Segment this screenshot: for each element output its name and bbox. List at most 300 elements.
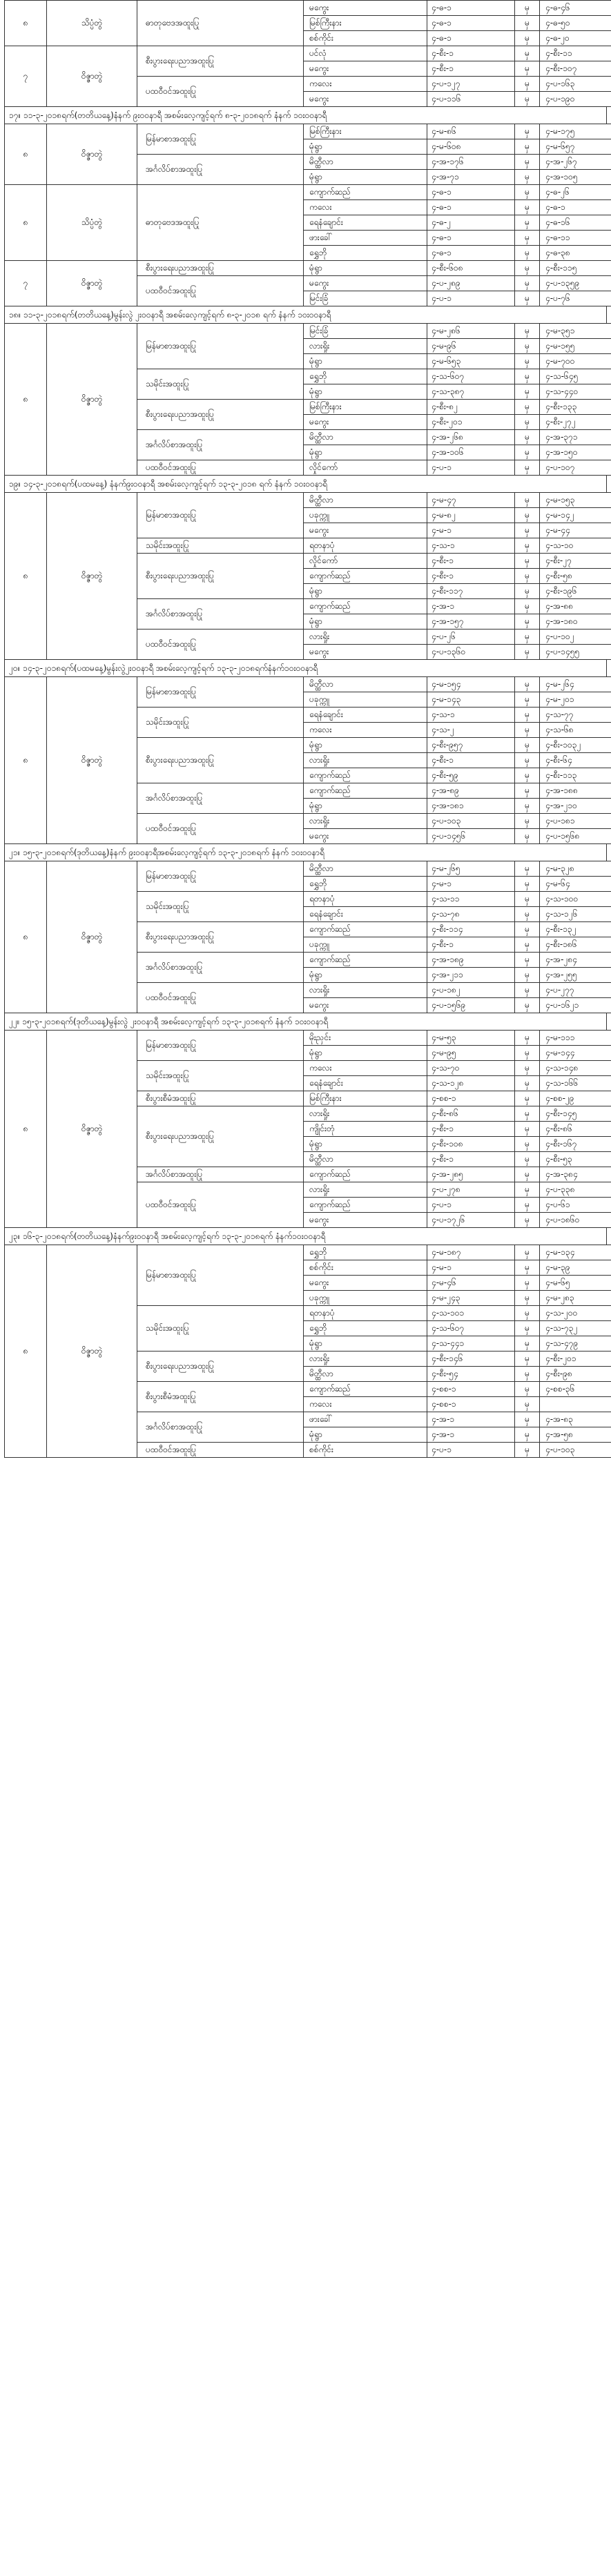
center-name: လားရှိုး [304, 1106, 427, 1122]
roll-from: ၄-စီး-၁၁၇ [427, 584, 515, 599]
roll-to: ၄-စီး-၁၁ [540, 46, 611, 61]
roll-from: ၄-ဓ-၁ [427, 246, 515, 261]
center-name: ကျောက်ဆည် [304, 185, 427, 200]
center-name: လားရှိုး [304, 753, 427, 768]
subject-name: စီးပွားရေးပညာအထူးပြု [137, 738, 304, 783]
roll-to: ၄-အ-၂၆၇ [540, 155, 611, 170]
stream-name: သိပ္ပံတွဲ [47, 185, 137, 261]
group-number: ၇ [5, 261, 47, 306]
to-word: မှ [515, 215, 540, 231]
roll-to: ၄-အ-၁၈၀ [540, 614, 611, 630]
subject-name: သမိုင်းအထူးပြု [137, 1306, 304, 1352]
to-word: မှ [515, 1091, 540, 1106]
group-number: ၈ [5, 677, 47, 844]
to-word: မှ [515, 753, 540, 768]
center-name: မိုးညှင်း [304, 1031, 427, 1046]
center-name: မြင်းခြံ [304, 324, 427, 339]
subject-name: အင်္ဂလိပ်စာအထူးပြု [137, 430, 304, 460]
roll-from: ၄-စီး-၁ [427, 46, 515, 61]
to-word: မှ [515, 339, 540, 354]
roll-to: ၄-သ-၇၇ [540, 708, 611, 723]
roll-from: ၄-အ-၂၁၁ [427, 968, 515, 983]
roll-from: ၄-မ-၁ [427, 523, 515, 538]
roll-from: ၄-ဓ-၂ [427, 215, 515, 231]
center-name: ကျောက်ဆည် [304, 1382, 427, 1397]
to-word: မှ [515, 415, 540, 430]
center-name: မုံရွာ [304, 261, 427, 276]
roll-from: ၄-အ-၂၆၈ [427, 430, 515, 445]
roll-to: ၄-သ-၂၀၀ [540, 1306, 611, 1321]
roll-from: ၄-ဓ-၁ [427, 185, 515, 200]
center-name: ရေနံချောင်း [304, 1076, 427, 1091]
subject-name: စီးပွားရေးပညာအထူးပြု [137, 261, 304, 276]
subject-name: အင်္ဂလိပ်စာအထူးပြု [137, 1412, 304, 1443]
roll-to: ၄-စီး-၁၃၂ [540, 922, 611, 937]
to-word: မှ [515, 1, 540, 16]
schedule-section-table [4, 492, 611, 660]
roll-from: ၄-စီး-၅၉ [427, 768, 515, 783]
center-name: လှိုင်ကော် [304, 460, 427, 476]
roll-to: ၄-မ-၁၇၅ [540, 124, 611, 139]
to-word: မှ [515, 1152, 540, 1167]
to-word: မှ [515, 1291, 540, 1306]
roll-to: ၄-ပ-၁၀၂ [540, 630, 611, 645]
roll-from: ၄-သ-၆၀၇ [427, 1321, 515, 1336]
to-word: မှ [515, 493, 540, 508]
subject-name: ပထဝီဝင်အထူးပြု [137, 1182, 304, 1228]
center-name: ဖားခေါ် [304, 231, 427, 246]
schedule-row [5, 261, 611, 276]
roll-from: ၄-မ-၈၂ [427, 508, 515, 523]
roll-from: ၄-မ-၁၄၃ [427, 692, 515, 708]
to-word: မှ [515, 1443, 540, 1458]
session-banner: ၂၂။ ၁၅-၃-၂၀၁၈ရက်(ဒုတိယနေ့)မွန်းလွဲ ၂း၀၀နာရီ အစမ်းလေ့ကျင့်ရက် ၁၃-၃-၂၀၁၈ရက် နံနက် ၁၀း၀၀နာရီ [4, 1013, 607, 1030]
center-name: ရွှေဘို [304, 1321, 427, 1336]
roll-from: ၄-ပ-၁၃၆၀ [427, 645, 515, 660]
center-name: ကျိုင်းတုံ [304, 1122, 427, 1137]
roll-from: ၄-ပ-၁၀၃ [427, 814, 515, 829]
roll-to: ၄-ဓ-၁၆ [540, 215, 611, 231]
roll-to: ၄-သ-၁၀၀ [540, 892, 611, 907]
subject-name: သမိုင်းအထူးပြု [137, 369, 304, 400]
to-word: မှ [515, 1336, 540, 1352]
subject-name: အင်္ဂလိပ်စာအထူးပြု [137, 599, 304, 630]
roll-to: ၄-ပ-၁၀၃ [540, 1443, 611, 1458]
roll-from: ၄-စီး-၁ [427, 569, 515, 584]
to-word: မှ [515, 430, 540, 445]
roll-from: ၄-ပ-၁၄၅၆ [427, 829, 515, 844]
center-name: ကလေး [304, 723, 427, 738]
roll-to: ၄-ပ-၁၃၅၉ [540, 276, 611, 291]
to-word: မှ [515, 584, 540, 599]
session-banner: ၁၈။ ၁၁-၃-၂၀၁၈ရက်(တတိယနေ့)မွန်းလွဲ ၂း၀၀နာရီ အစမ်းလေ့ကျင့်ရက် ၈-၃-၂၀၁၈ ရက် နံနက် ၁၀း၀၀နာရီ [4, 306, 607, 323]
stream-name: ဝိဇ္ဇာတွဲ [47, 1031, 137, 1228]
stream-name: ဝိဇ္ဇာတွဲ [47, 261, 137, 306]
center-name: ကျောက်ဆည် [304, 953, 427, 968]
to-word: မှ [515, 508, 540, 523]
roll-from: ၄-အ-၁ [427, 599, 515, 614]
to-word: မှ [515, 599, 540, 614]
to-word: မှ [515, 569, 540, 584]
center-name: မိတ္ထီလာ [304, 861, 427, 877]
center-name: မကွေး [304, 645, 427, 660]
to-word: မှ [515, 369, 540, 384]
roll-to: ၄-ပ-၁၄၅၅ [540, 645, 611, 660]
group-number: ၈ [5, 1245, 47, 1458]
schedule-row [5, 46, 611, 61]
center-name: ရွှေဘို [304, 369, 427, 384]
to-word: မှ [515, 1137, 540, 1152]
to-word: မှ [515, 692, 540, 708]
center-name: ဖားခေါ် [304, 1412, 427, 1427]
schedule-section-table [4, 1030, 611, 1228]
roll-from: ၄-စီး-၁ [427, 1152, 515, 1167]
to-word: မှ [515, 677, 540, 692]
to-word: မှ [515, 400, 540, 415]
schedule-row [5, 124, 611, 139]
to-word: မှ [515, 200, 540, 215]
center-name: မုံရွာ [304, 738, 427, 753]
schedule-row [5, 1031, 611, 1046]
center-name: မုံရွာ [304, 1427, 427, 1443]
roll-from: ၄-သ-၆၀၇ [427, 369, 515, 384]
roll-to: ၄-ဓ-၁ [540, 200, 611, 215]
to-word: မှ [515, 1427, 540, 1443]
center-name: မုံရွာ [304, 1137, 427, 1152]
to-word: မှ [515, 998, 540, 1013]
center-name: ရေနံချောင်း [304, 708, 427, 723]
center-name: လားရှိုး [304, 630, 427, 645]
roll-to: ၄-မ-၃၅၁ [540, 324, 611, 339]
roll-to: ၄-ပ-၁၆၂၁ [540, 998, 611, 1013]
subject-name: မြန်မာစာအထူးပြု [137, 1245, 304, 1306]
roll-from: ၄-ပ-၁၁၆ [427, 92, 515, 107]
roll-to: ၄-စီး-၂၇ [540, 554, 611, 569]
roll-to: ၄-မ-၆၅၇ [540, 139, 611, 155]
roll-from: ၄-မ-၁ [427, 877, 515, 892]
roll-from: ၄-အ-၁၈၉ [427, 953, 515, 968]
to-word: မှ [515, 1412, 540, 1427]
group-number: ၈ [5, 1031, 47, 1228]
to-word: မှ [515, 139, 540, 155]
center-name: ပခုက္ကူ [304, 937, 427, 953]
to-word: မှ [515, 16, 540, 31]
to-word: မှ [515, 922, 540, 937]
to-word: မှ [515, 354, 540, 369]
roll-from: ၄-မ-၉၅ [427, 1046, 515, 1061]
to-word: မှ [515, 1213, 540, 1228]
center-name: မိတ္ထီလာ [304, 1152, 427, 1167]
schedule-section-table [4, 0, 611, 107]
to-word: မှ [515, 968, 540, 983]
to-word: မှ [515, 645, 540, 660]
roll-from: ၄-သ-၁ [427, 538, 515, 554]
center-name: မကွေး [304, 61, 427, 77]
roll-to: ၄-ပ-၆၁ [540, 1198, 611, 1213]
roll-from: ၄-စီး-၁ [427, 61, 515, 77]
to-word: မှ [515, 384, 540, 400]
roll-from: ၄-မ-၆၅၃ [427, 354, 515, 369]
roll-to: ၄-ဓ-၄၆ [540, 1, 611, 16]
roll-to: ၄-မ-၄၄ [540, 523, 611, 538]
subject-name: ပထဝီဝင်အထူးပြု [137, 1443, 304, 1458]
to-word: မှ [515, 630, 540, 645]
roll-to: ၄-စီး-၅၃ [540, 1152, 611, 1167]
to-word: မှ [515, 1198, 540, 1213]
session-banner: ၁၇။ ၁၁-၃-၂၀၁၈ရက်(တတိယနေ့)နံနက် ၉း၀၀နာရီ အစမ်းလေ့ကျင့်ရက် ၈-၃-၂၀၁၈ရက် နံနက် ၁၀း၀၀နာရီ [4, 107, 607, 124]
center-name: မိတ္ထီလာ [304, 677, 427, 692]
subject-name: အင်္ဂလိပ်စာအထူးပြု [137, 1167, 304, 1182]
roll-to: ၄-စီး-၂၀၁ [540, 1352, 611, 1367]
to-word: မှ [515, 460, 540, 476]
to-word: မှ [515, 276, 540, 291]
roll-to: ၄-အ-၂၈၄ [540, 953, 611, 968]
to-word: မှ [515, 185, 540, 200]
to-word: မှ [515, 799, 540, 814]
roll-from: ၄-သ-၁ [427, 708, 515, 723]
roll-from: ၄-အ-၁၇၆ [427, 155, 515, 170]
to-word: မှ [515, 246, 540, 261]
roll-from: ၄-အ-၁၈၁ [427, 799, 515, 814]
roll-from: ၄-စီး-၈၂ [427, 400, 515, 415]
center-name: မိတ္ထီလာ [304, 493, 427, 508]
roll-from: ၄-ပ-၁၈၂ [427, 983, 515, 998]
roll-to: ၄-မ-၁၄၂ [540, 508, 611, 523]
roll-from: ၄-မ-၁၈၇ [427, 1245, 515, 1260]
roll-to: ၄-စီး-၁၀၇ [540, 61, 611, 77]
center-name: လားရှိုး [304, 1182, 427, 1198]
to-word: မှ [515, 738, 540, 753]
roll-to: ၄-အ-၃၇၁ [540, 430, 611, 445]
roll-from: ၄-မ-၂၄၃ [427, 1291, 515, 1306]
center-name: မိတ္ထီလာ [304, 155, 427, 170]
roll-to: ၄-စီး-၂၇၂ [540, 415, 611, 430]
roll-from: ၄-အ-၁ [427, 1427, 515, 1443]
group-number: ၈ [5, 124, 47, 185]
center-name: ကျောက်ဆည် [304, 768, 427, 783]
center-name: ပခုက္ကူ [304, 1291, 427, 1306]
roll-from: ၄-အ-၇၁ [427, 170, 515, 185]
roll-to: ၄-အ-၂၅၅ [540, 968, 611, 983]
group-number: ၈ [5, 861, 47, 1013]
center-name: ကလေး [304, 1061, 427, 1076]
to-word: မှ [515, 1046, 540, 1061]
schedule-section-table [4, 676, 611, 844]
roll-to: ၄-ပ-၇၆ [540, 291, 611, 306]
to-word: မှ [515, 523, 540, 538]
to-word: မှ [515, 1076, 540, 1091]
center-name: မြစ်ကြီးနား [304, 400, 427, 415]
stream-name: ဝိဇ္ဇာတွဲ [47, 1245, 137, 1458]
subject-name: ဓာတုဗေဒအထူးပြု [137, 185, 304, 261]
to-word: မှ [515, 77, 540, 92]
roll-to: ၄-သ-၄၄၀ [540, 384, 611, 400]
schedule-row [5, 861, 611, 877]
stream-name: ဝိဇ္ဇာတွဲ [47, 861, 137, 1013]
roll-from: ၄-ပ-၂၈၉ [427, 276, 515, 291]
center-name: မြစ်ကြီးနား [304, 16, 427, 31]
session-banner: ၂၀။ ၁၄-၃-၂၀၁၈ရက်(ပထမနေ့)မွန်းလွဲ၂း၀၀နာရီ အစမ်းလေ့ကျင့်ရက် ၁၃-၃-၂၀၁၈ရက်နံနက်၁၀း၀၀နာရီ [4, 660, 607, 676]
roll-from: ၄-စီး-၂၀၁ [427, 415, 515, 430]
subject-name: သမိုင်းအထူးပြု [137, 892, 304, 922]
center-name: မကွေး [304, 1, 427, 16]
roll-to: ၄-မ-၁၁၁ [540, 1031, 611, 1046]
roll-to: ၄-အ-၃၈၄ [540, 1167, 611, 1182]
to-word: မှ [515, 1260, 540, 1276]
roll-to: ၄-စီး-၁၄၅ [540, 1106, 611, 1122]
roll-from: ၄-ပ-၁ [427, 1443, 515, 1458]
subject-name: မြန်မာစာအထူးပြု [137, 324, 304, 369]
center-name: ရေနံချောင်း [304, 215, 427, 231]
to-word: မှ [515, 907, 540, 922]
to-word: မှ [515, 1352, 540, 1367]
roll-from: ၄-ဓ-၁ [427, 200, 515, 215]
center-name: မကွေး [304, 92, 427, 107]
to-word: မှ [515, 261, 540, 276]
session-banner: ၂၁။ ၁၅-၃-၂၀၁၈ရက်(ဒုတိယနေ့)နံနက် ၉း၀၀နာရီအစမ်းလေ့ကျင့်ရက် ၁၃-၃-၂၀၁၈ရက် နံနက် ၁၀း၀၀နာရီ [4, 844, 607, 861]
roll-to: ၄-အ-၁၅၀ [540, 445, 611, 460]
roll-to: ၄-အ-၂၁၀ [540, 799, 611, 814]
roll-to: ၄-စစ-၂၉ [540, 1091, 611, 1106]
subject-name: ပထဝီဝင်အထူးပြု [137, 77, 304, 107]
roll-to: ၄-ပ-၁၆၃ [540, 77, 611, 92]
subject-name: စီးပွားစီမံအထူးပြု [137, 1382, 304, 1412]
center-name: လားရှိုး [304, 814, 427, 829]
roll-to: ၄-မ-၂၆၄ [540, 677, 611, 692]
roll-from: ၄-မ-၈၆ [427, 124, 515, 139]
center-name: ကလေး [304, 1397, 427, 1412]
roll-from: ၄-စီး-၅၄ [427, 1367, 515, 1382]
center-name: မုံရွာ [304, 584, 427, 599]
subject-name: ဓာတုဗေဒအထူးပြု [137, 1, 304, 46]
center-name: မကွေး [304, 829, 427, 844]
subject-name: ပထဝီဝင်အထူးပြု [137, 814, 304, 844]
to-word: မှ [515, 1167, 540, 1182]
center-name: မုံရွာ [304, 354, 427, 369]
to-word: မှ [515, 814, 540, 829]
roll-to: ၄-မ-၁၃၄ [540, 1245, 611, 1260]
roll-from: ၄-မ-၁၅၄ [427, 677, 515, 692]
to-word: မှ [515, 231, 540, 246]
roll-to: ၄-ဓ-၂၆ [540, 185, 611, 200]
center-name: ကျောက်ဆည် [304, 599, 427, 614]
to-word: မှ [515, 723, 540, 738]
group-number: ၈ [5, 324, 47, 476]
roll-to: ၄-စီး-၁၀၃၂ [540, 738, 611, 753]
to-word: မှ [515, 445, 540, 460]
subject-name: သမိုင်းအထူးပြု [137, 538, 304, 554]
to-word: မှ [515, 1276, 540, 1291]
to-word: မှ [515, 861, 540, 877]
center-name: ကျောက်ဆည် [304, 922, 427, 937]
to-word: မှ [515, 170, 540, 185]
center-name: ပခုက္ကူ [304, 508, 427, 523]
subject-name: စီးပွားရေးပညာအထူးပြု [137, 1106, 304, 1167]
roll-from: ၄-အ-၁၅၇ [427, 614, 515, 630]
to-word: မှ [515, 983, 540, 998]
roll-from: ၄-အ-၁၀၆ [427, 445, 515, 460]
roll-to: ၄-စီး-၈၆ [540, 1122, 611, 1137]
roll-from: ၄-ပ-၁ [427, 1198, 515, 1213]
schedule-section-table [4, 323, 611, 476]
roll-to: ၄-ပ-၁၀၇ [540, 460, 611, 476]
roll-to: ၄-သ-၁၂၆ [540, 907, 611, 922]
schedule-row [5, 677, 611, 692]
roll-to: ၄-သ-၁၀ [540, 538, 611, 554]
roll-to: ၄-သ-၆၄၅ [540, 369, 611, 384]
center-name: မိတ္ထီလာ [304, 430, 427, 445]
roll-from: ၄-စီး-၁၀၈ [427, 1137, 515, 1152]
center-name: လားရှိုး [304, 339, 427, 354]
subject-name: မြန်မာစာအထူးပြု [137, 493, 304, 538]
to-word: မှ [515, 768, 540, 783]
center-name: ပင်လုံ [304, 46, 427, 61]
center-name: လားရှိုး [304, 1352, 427, 1367]
center-name: ရေနံချောင်း [304, 907, 427, 922]
center-name: မုံရွာ [304, 1336, 427, 1352]
to-word: မှ [515, 1031, 540, 1046]
to-word: မှ [515, 1245, 540, 1260]
center-name: မုံရွာ [304, 614, 427, 630]
subject-name: သမိုင်းအထူးပြု [137, 1061, 304, 1091]
subject-name: မြန်မာစာအထူးပြု [137, 677, 304, 708]
roll-to: ၄-မ-၃၂၈ [540, 861, 611, 877]
to-word: မှ [515, 937, 540, 953]
to-word: မှ [515, 1106, 540, 1122]
roll-to [540, 1397, 611, 1412]
subject-name: စီးပွားစီမံအထူးပြု [137, 1091, 304, 1106]
roll-to: ၄-ပ-၁၈၁ [540, 814, 611, 829]
center-name: ရွှေဘို [304, 1245, 427, 1260]
subject-name: သမိုင်းအထူးပြု [137, 708, 304, 738]
roll-to: ၄-မ-၁၅၃ [540, 493, 611, 508]
subject-name: အင်္ဂလိပ်စာအထူးပြု [137, 155, 304, 185]
roll-to: ၄-သ-၇၃၂ [540, 1321, 611, 1336]
roll-from: ၄-ပ-၁၇၂၆ [427, 1213, 515, 1228]
center-name: မုံရွာ [304, 968, 427, 983]
center-name: မကွေး [304, 998, 427, 1013]
subject-name: ပထဝီဝင်အထူးပြု [137, 983, 304, 1013]
roll-from: ၄-စီး-၁ [427, 753, 515, 768]
center-name: လှိုင်ကော် [304, 554, 427, 569]
subject-name: စီးပွားရေးပညာအထူးပြု [137, 922, 304, 953]
to-word: မှ [515, 124, 540, 139]
to-word: မှ [515, 953, 540, 968]
center-name: မုံရွာ [304, 384, 427, 400]
roll-to: ၄-မ-၆၅ [540, 1276, 611, 1291]
roll-to: ၄-အ-၈၃ [540, 1412, 611, 1427]
roll-from: ၄-သ-၁၀၁ [427, 1306, 515, 1321]
roll-to: ၄-မ-၇၀၀ [540, 354, 611, 369]
to-word: မှ [515, 61, 540, 77]
roll-from: ၄-စစ-၁ [427, 1091, 515, 1106]
roll-from: ၄-မ-၅၃ [427, 1031, 515, 1046]
subject-name: အင်္ဂလိပ်စာအထူးပြု [137, 953, 304, 983]
roll-to: ၄-ဓ-၃၈ [540, 246, 611, 261]
subject-name: ပထဝီဝင်အထူးပြု [137, 460, 304, 476]
center-name: ကျောက်ဆည် [304, 1198, 427, 1213]
session-banner: ၂၃။ ၁၆-၃-၂၀၁၈ရက်(တတိယနေ့)နံနက်၉း၀၀နာရီ အစမ်းလေ့ကျင့်ရက် ၁၃-၃-၂၀၁၈ရက် နံနက်၁၀း၀၀နာရီ [4, 1228, 607, 1245]
to-word: မှ [515, 614, 540, 630]
subject-name: မြန်မာစာအထူးပြု [137, 861, 304, 892]
roll-from: ၄-မ-၉၆ [427, 339, 515, 354]
roll-to: ၄-သ-၄၇၉ [540, 1336, 611, 1352]
roll-from: ၄-စီး-၁ [427, 937, 515, 953]
roll-from: ၄-မ-၁ [427, 1260, 515, 1276]
center-name: စစ်ကိုင်း [304, 1443, 427, 1458]
subject-name: စီးပွားရေးပညာအထူးပြု [137, 46, 304, 77]
roll-to: ၄-ဓ-၁၁ [540, 231, 611, 246]
